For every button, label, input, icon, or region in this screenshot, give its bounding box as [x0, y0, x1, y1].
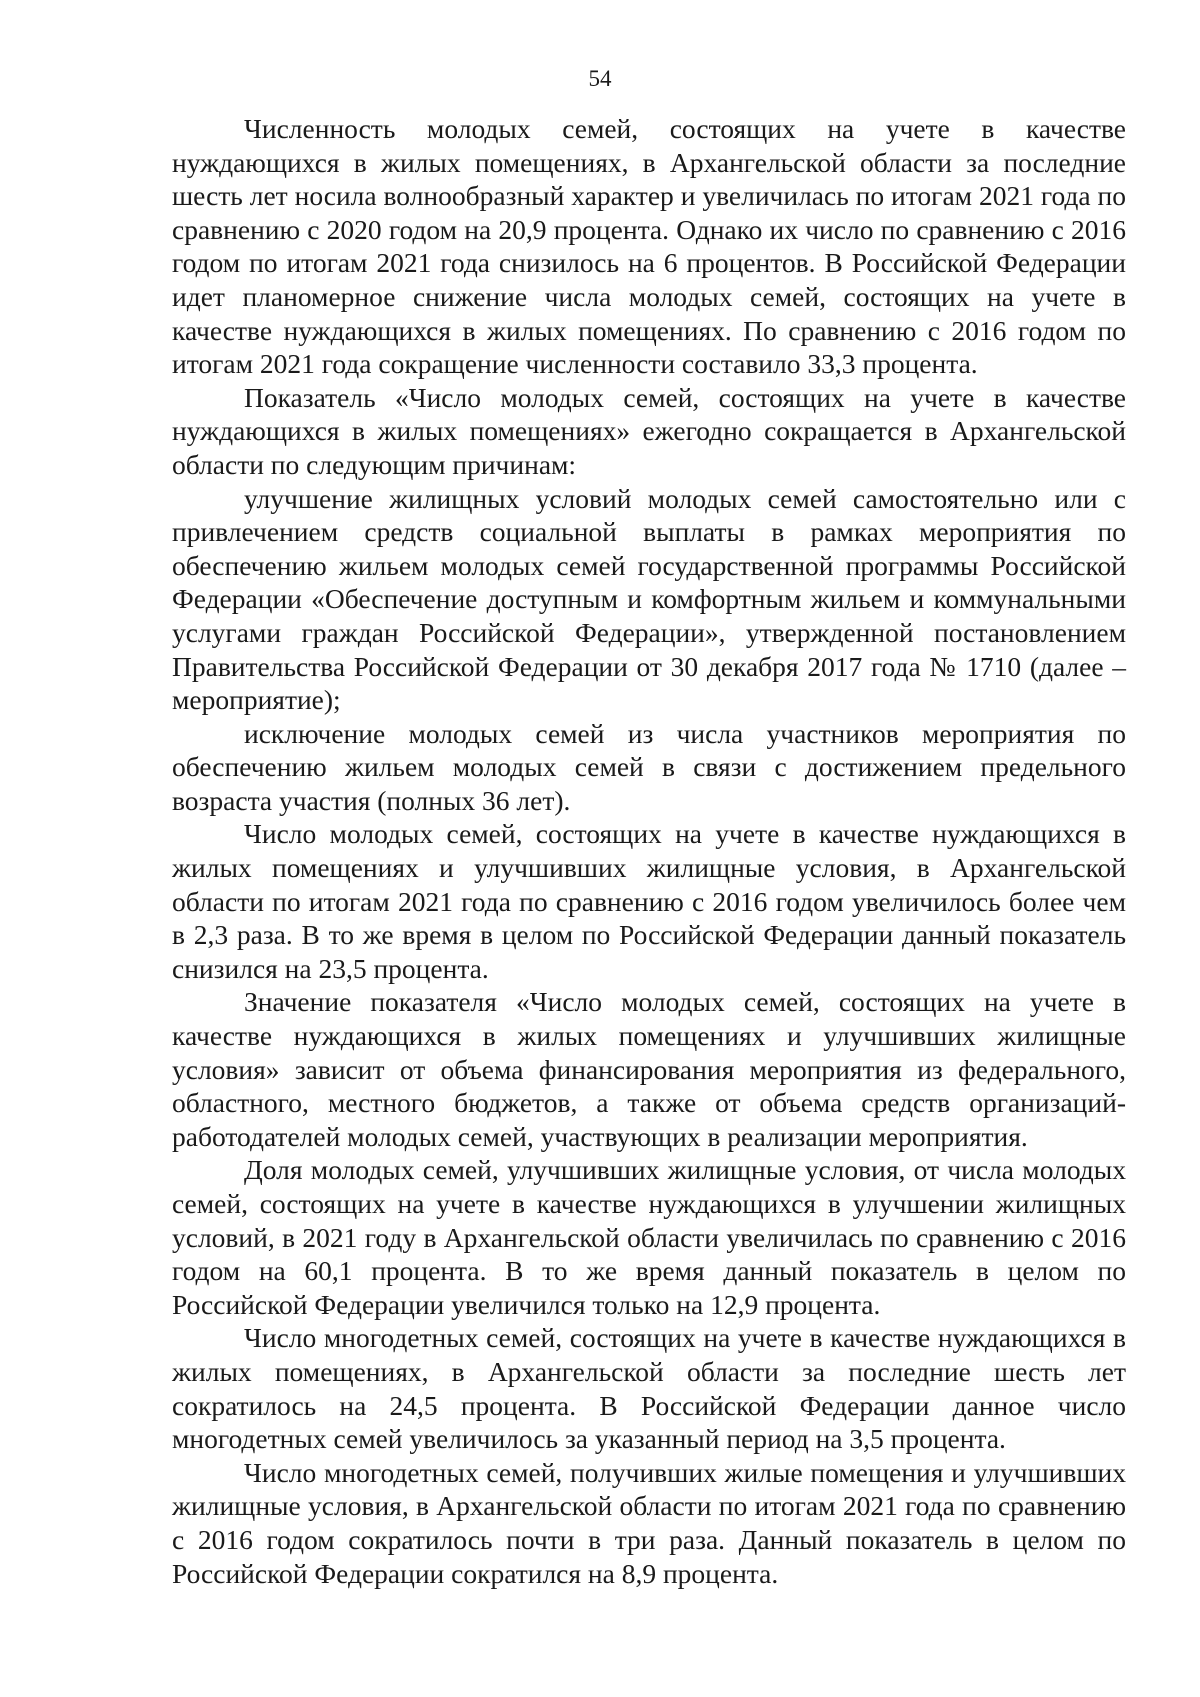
paragraph-indicator-reasons: Показатель «Число молодых семей, состоящих на учете в качестве нуждающихся в жилых помещениях» ежегодно сокращается в Архангельской области по следующим причинам:	[172, 381, 1126, 480]
page-number: 54	[588, 66, 612, 91]
paragraph-improved-conditions: Число молодых семей, состоящих на учете в качестве нуждающихся в жилых помещениях и улучшивших жилищные условия, в Архангельской области по итогам 2021 года по сравнению с 2016 годом увеличилось более чем в 2,3 раза. В то же время в целом по Российской Федерации данный показатель снизился на 23,5 процента.	[172, 818, 1126, 984]
paragraph-large-families-housed: Число многодетных семей, получивших жилые помещения и улучшивших жилищные условия, в Архангельской области по итогам 2021 года по сравнению с 2016 годом сократилось почти в три раза. Данный показатель в целом по Российской Федерации сократился на 8,9 процента.	[172, 1456, 1126, 1589]
paragraph-large-families-registered: Число многодетных семей, состоящих на учете в качестве нуждающихся в жилых помещениях, в Архангельской области за последние шесть лет сократилось на 24,5 процента. В Российской Федерации данное число многодетных семей увеличилось за указанный период на 3,5 процента.	[172, 1322, 1126, 1455]
list-item-age-exclusion: исключение молодых семей из числа участников мероприятия по обеспечению жильем молодых семей в связи с достижением предельного возраста участия (полных 36 лет).	[172, 717, 1126, 816]
list-item-housing-improvement: улучшение жилищных условий молодых семей самостоятельно или с привлечением средств социальной выплаты в рамках мероприятия по обеспечению жильем молодых семей государственной программы Российской Федерации «Обеспечение доступным и комфортным жильем и коммунальными услугами граждан Российской Федерации», утвержденной постановлением Правительства Российской Федерации от 30 декабря 2017 года № 1710 (далее – мероприятие);	[172, 482, 1126, 716]
paragraph-indicator-financing: Значение показателя «Число молодых семей, состоящих на учете в качестве нуждающихся в жилых помещениях и улучшивших жилищные условия» зависит от объема финансирования мероприятия из федерального, областного, местного бюджетов, а также от объема средств организаций-работодателей молодых семей, участвующих в реализации мероприятия.	[172, 986, 1126, 1152]
document-body	[172, 112, 1126, 1590]
paragraph-young-families-count: Численность молодых семей, состоящих на учете в качестве нуждающихся в жилых помещениях, в Архангельской области за последние шесть лет носила волнообразный характер и увеличилась по итогам 2021 года по сравнению с 2020 годом на 20,9 процента. Однако их число по сравнению с 2016 годом по итогам 2021 года снизилось на 6 процентов. В Российской Федерации идет планомерное снижение числа молодых семей, состоящих на учете в качестве нуждающихся в жилых помещениях. По сравнению с 2016 годом по итогам 2021 года сокращение численности составило 33,3 процента.	[172, 113, 1126, 380]
paragraph-share-improved: Доля молодых семей, улучшивших жилищные условия, от числа молодых семей, состоящих на учете в качестве нуждающихся в улучшении жилищных условий, в 2021 году в Архангельской области увеличилась по сравнению с 2016 годом на 60,1 процента. В то же время данный показатель в целом по Российской Федерации увеличился только на 12,9 процента.	[172, 1154, 1126, 1320]
